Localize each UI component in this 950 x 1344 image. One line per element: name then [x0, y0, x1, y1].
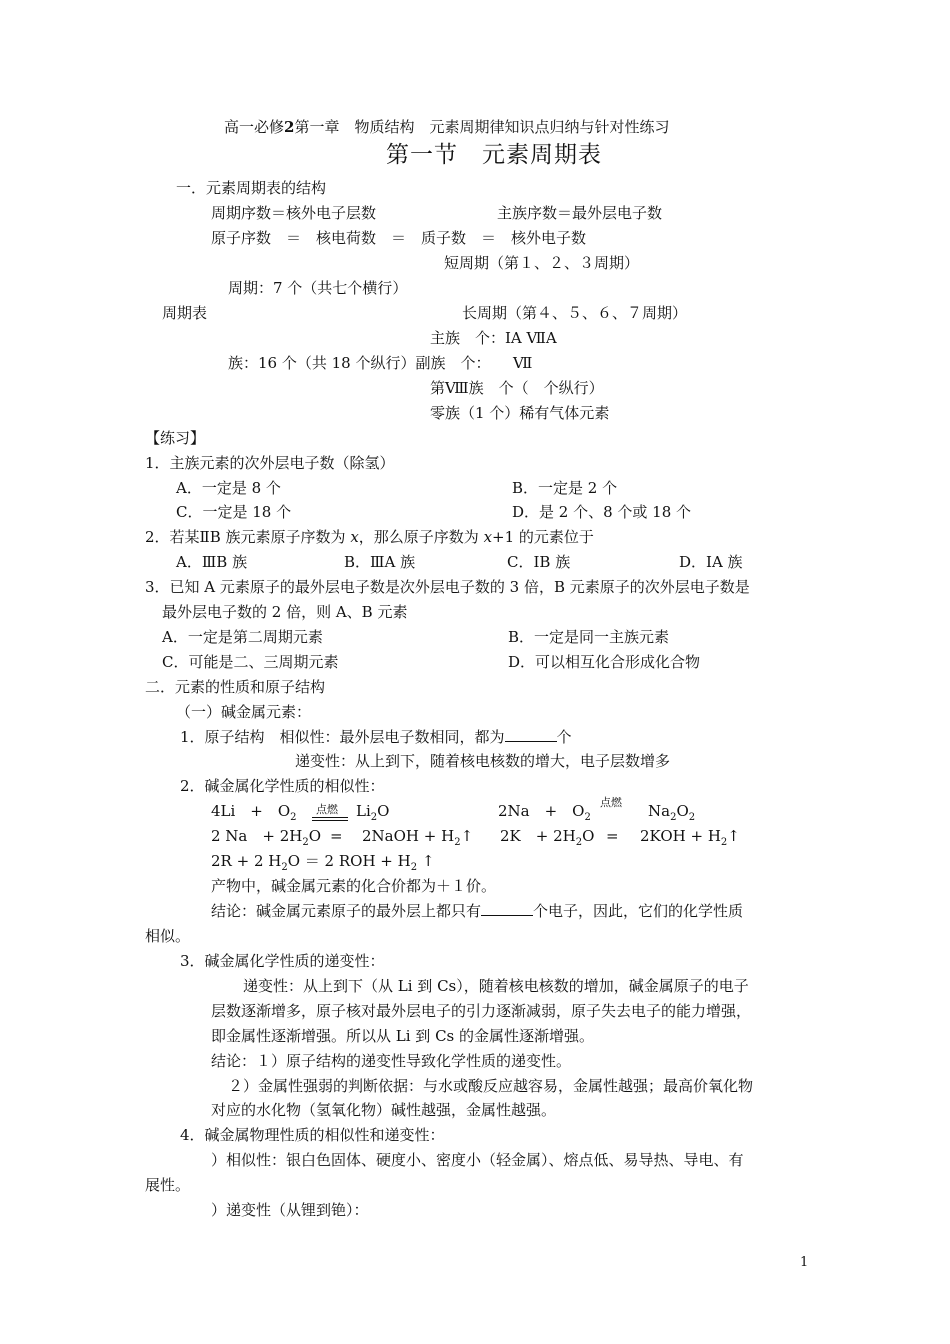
equals-sign — [312, 817, 348, 821]
reaction-condition: 点燃 — [600, 796, 622, 809]
paragraph-text: 结论：碱金属元素原子的最外层上都只有 个电子，因此，它们的化学性质 — [211, 902, 744, 920]
rule-text: 原子序数 ＝ 核电荷数 ＝ 质子数 ＝ 核外电子数 — [211, 229, 587, 247]
outline-text: 周期：7 个（共七个横行） — [228, 279, 408, 297]
reaction-condition: 点燃 — [316, 803, 338, 816]
section-heading: 二．元素的性质和原子结构 — [145, 678, 326, 696]
equation: 2Na + $O_2$ — [498, 802, 591, 823]
option-text: C．可能是二、三周期元素 — [162, 653, 339, 671]
option-text: A．一定是第二周期元素 — [162, 628, 323, 646]
question-text: 2．若某ⅡB 族元素原子序数为 x，那么原子序数为 x+1 的元素位于 — [145, 528, 594, 546]
paragraph-text: ）相似性：银白色固体、硬度小、密度小（轻金属）、熔点低、易导热、导电、有 — [211, 1151, 744, 1169]
equation-product: $Li_2O$ — [356, 802, 390, 823]
equals-sign: = — [606, 827, 619, 845]
practice-label: 【练习】 — [145, 429, 206, 447]
outline-text: 短周期（第１、２、３周期） — [444, 254, 640, 272]
paragraph-text: 结论：１）原子结构的递变性导致化学性质的递变性。 — [211, 1052, 572, 1070]
page-number: 1 — [800, 1255, 809, 1270]
paragraph-text: 相似。 — [145, 927, 191, 945]
paragraph-text: 即金属性逐渐增强。所以从 Li 到 Cs 的金属性逐渐增强。 — [211, 1027, 595, 1045]
paragraph-text: 递变性：从上到下（从 Li 到 Cs），随着核电核数的增加，碱金属原子的电子 — [243, 977, 749, 995]
equation: 2K + $2H_2O$ — [500, 827, 595, 848]
equation: 2R + 2 $H_2O = 2$ ROH + $H_2$ ↑ — [211, 852, 435, 873]
subsection-heading: （一）碱金属元素： — [176, 703, 312, 721]
page-title: 第一节 元素周期表 — [386, 142, 602, 168]
option-text: C．ⅠB 族 — [507, 553, 571, 571]
equation-product: 2NaOH + $H_2↑$ — [362, 827, 474, 848]
question-text: 1．主族元素的次外层电子数（除氢） — [145, 454, 395, 472]
question-text: 最外层电子数的 2 倍，则 A、B 元素 — [162, 603, 408, 621]
fill-blank — [505, 727, 557, 742]
option-text: B．一定是 2 个 — [512, 479, 618, 497]
outline-text: 零族（1 个）稀有气体元素 — [430, 404, 610, 422]
fill-blank — [481, 901, 533, 916]
rule-text: 主族序数＝最外层电子数 — [497, 204, 663, 222]
paragraph-text: ）递变性（从锂到铯）： — [211, 1201, 369, 1219]
paragraph-heading: 3．碱金属化学性质的递变性： — [180, 952, 385, 970]
question-text: 3．已知 A 元素原子的最外层电子数是次外层电子数的 3 倍，B 元素原子的次外层电子数是 — [145, 578, 750, 596]
paragraph-text: 1．原子结构 相似性：最外层电子数相同，都为 个 — [180, 728, 572, 746]
option-text: B．ⅢA 族 — [344, 553, 416, 571]
paragraph-text: 展性。 — [145, 1176, 191, 1194]
paragraph-text: 产物中，碱金属元素的化合价都为＋１价。 — [211, 877, 497, 895]
paragraph-text: 对应的水化物（氢氧化物）碱性越强，金属性越强。 — [211, 1101, 557, 1119]
option-text: A．一定是 8 个 — [176, 479, 281, 497]
equation: 4Li + $O_2$ — [211, 802, 297, 823]
outline-text: 主族 个：ⅠA ⅦA — [430, 329, 557, 347]
outline-text: 族：16 个（共 18 个纵行）副族 个： Ⅶ — [228, 354, 533, 372]
option-text: D．可以相互化合形成化合物 — [508, 653, 701, 671]
equals-sign: = — [330, 827, 343, 845]
paragraph-text: ２）金属性强弱的判断依据：与水或酸反应越容易，金属性越强；最高价氧化物 — [228, 1077, 754, 1095]
option-text: A．ⅢB 族 — [176, 553, 248, 571]
option-text: B．一定是同一主族元素 — [508, 628, 670, 646]
outline-text: 长周期（第４、５、６、７周期） — [462, 304, 688, 322]
rule-text: 周期序数＝核外电子层数 — [211, 204, 377, 222]
paragraph-heading: 4．碱金属物理性质的相似性和递变性： — [180, 1126, 445, 1144]
option-text: D．是 2 个、8 个或 18 个 — [512, 503, 692, 521]
paragraph-text: 层数逐渐增多，原子核对最外层电子的引力逐渐减弱，原子失去电子的能力增强， — [211, 1002, 752, 1020]
paragraph-heading: 2．碱金属化学性质的相似性： — [180, 777, 385, 795]
equation-product: $Na_2O_2$ — [648, 802, 696, 823]
section-heading: 一．元素周期表的结构 — [176, 179, 327, 197]
equation: 2 Na + $2H_2O$ — [211, 827, 322, 848]
option-text: D．ⅠA 族 — [679, 553, 743, 571]
outline-text: 第Ⅷ族 个（ 个纵行） — [430, 379, 604, 397]
equation-product: $2KOH + H_2↑$ — [640, 827, 740, 848]
option-text: C．一定是 18 个 — [176, 503, 292, 521]
outline-text: 周期表 — [162, 304, 208, 322]
document-subtitle: 高一必修2第一章 物质结构 元素周期律知识点归纳与针对性练习 — [224, 118, 670, 136]
paragraph-text: 递变性：从上到下，随着核电核数的增大，电子层数增多 — [295, 752, 671, 770]
